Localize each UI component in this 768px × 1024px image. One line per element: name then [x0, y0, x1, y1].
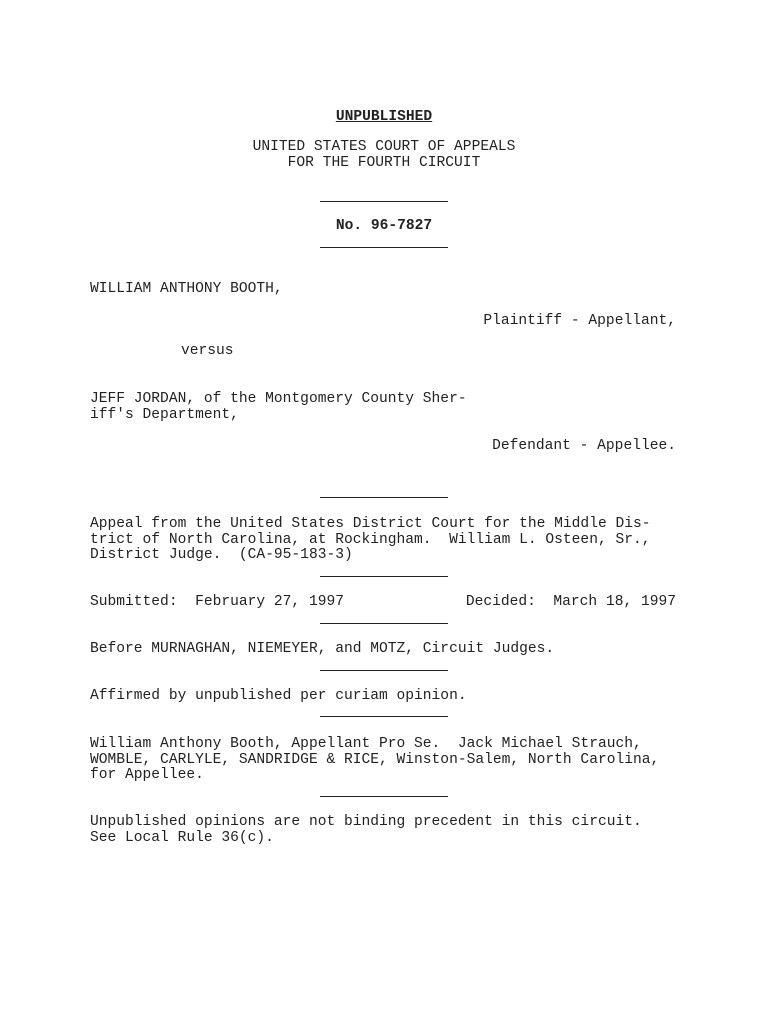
decided-date: Decided: March 18, 1997 [465, 594, 676, 610]
appellee-role: Defendant - Appellee. [492, 438, 676, 454]
counsel-line3: for Appellee. [90, 767, 204, 783]
divider-rule [320, 623, 448, 624]
submitted-date: Submitted: February 27, 1997 [90, 594, 344, 610]
appellant-role: Plaintiff - Appellant, [483, 313, 676, 329]
notice-line1: Unpublished opinions are not binding precedent in this circuit. [90, 814, 642, 830]
appellee-name-line1: JEFF JORDAN, of the Montgomery County Sher- [90, 391, 467, 407]
notice-line2: See Local Rule 36(c). [90, 830, 274, 846]
appeal-text-line2: trict of North Carolina, at Rockingham. William L. Osteen, Sr., [90, 532, 651, 548]
divider-rule [320, 670, 448, 671]
disposition: Affirmed by unpublished per curiam opinion. [90, 688, 467, 704]
divider-rule [320, 497, 448, 498]
appeal-text-line3: District Judge. (CA-95-183-3) [90, 547, 353, 563]
versus-label: versus [181, 343, 234, 359]
court-name-line1: UNITED STATES COURT OF APPEALS [252, 139, 516, 155]
appeal-text-line1: Appeal from the United States District Court for the Middle Dis- [90, 516, 651, 532]
divider-rule [320, 796, 448, 797]
court-name-line2: FOR THE FOURTH CIRCUIT [287, 155, 481, 171]
divider-rule [320, 201, 448, 202]
appellant-name: WILLIAM ANTHONY BOOTH, [90, 281, 283, 297]
counsel-line2: WOMBLE, CARLYLE, SANDRIDGE & RICE, Winston-Salem, North Carolina, [90, 752, 660, 768]
appellee-name-line2: iff's Department, [90, 407, 239, 423]
unpublished-heading: UNPUBLISHED [335, 109, 433, 125]
panel-judges: Before MURNAGHAN, NIEMEYER, and MOTZ, Circuit Judges. [90, 641, 555, 657]
divider-rule [320, 716, 448, 717]
counsel-line1: William Anthony Booth, Appellant Pro Se. Jack Michael Strauch, [90, 736, 642, 752]
divider-rule [320, 576, 448, 577]
divider-rule [320, 247, 448, 248]
case-number: No. 96-7827 [335, 218, 433, 234]
